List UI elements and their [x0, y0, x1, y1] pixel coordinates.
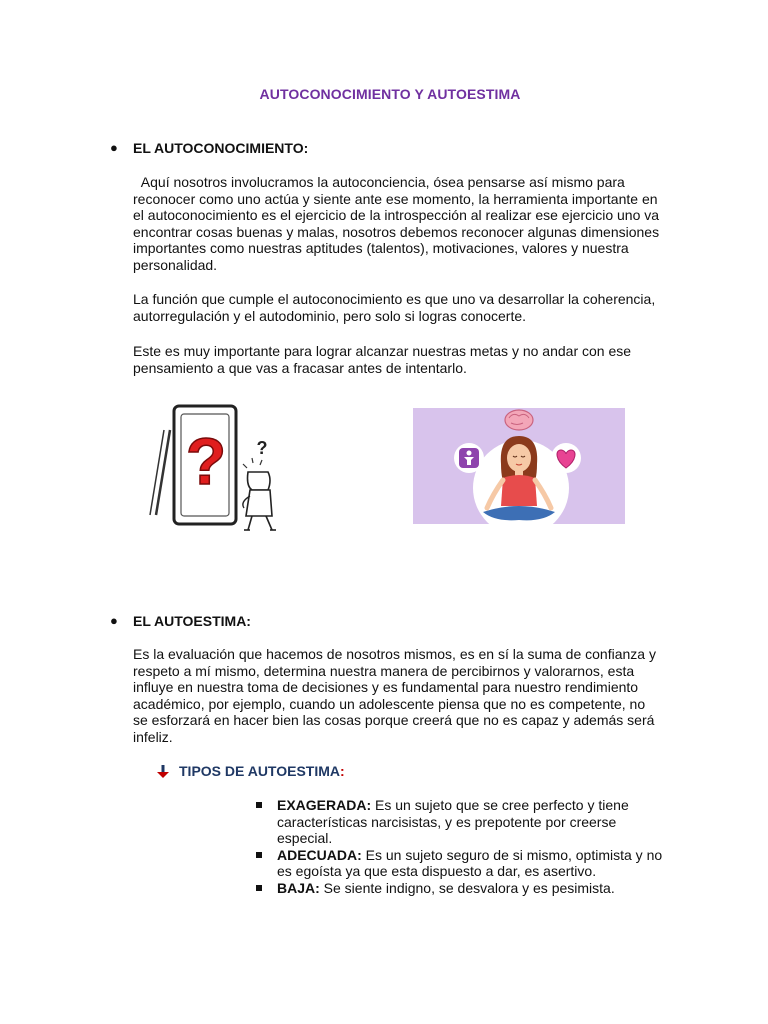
bullet-dot-icon: ● — [110, 613, 118, 628]
item-desc: Se siente indigno, se desvalora y es pesimista. — [319, 879, 615, 896]
document-title: AUTOCONOCIMIENTO Y AUTOESTIMA — [259, 86, 521, 102]
square-bullet-icon — [256, 885, 262, 891]
paragraph-autoconocimiento-1: Aquí nosotros involucramos la autoconciencia, ósea pensarse así mismo para reconocer como uno actúa y siente ante ese momento, la herramienta importante en el autoconocimiento es el ejercicio de la introspección al realizar ese ejercicio uno va encontrar cosas buenas y malas, nosotros debemos reconocer algunas dimensiones importantes como nuestras aptitudes (talentos), motivaciones, valores y nuestra personalidad. — [133, 174, 663, 273]
paragraph-autoestima: Es la evaluación que hacemos de nosotros mismos, es en sí la suma de confianza y respeto a mí mismo, determina nuestra manera de percibirnos y valorarnos, esta influye en nuestra toma de decisiones y es fundamental para nuestro rendimiento académico, por ejemplo, cuando un adolescente piensa que no es competente, no se esforzará en hacer bien las cosas porque creerá que no es capaz y además será infeliz. — [133, 646, 656, 745]
person-body — [246, 490, 272, 516]
mirror-stand — [156, 430, 170, 515]
heading-text: EL AUTOESTIMA: — [133, 613, 251, 629]
woman-face — [507, 444, 531, 472]
tipos-list — [254, 797, 674, 896]
list-item — [254, 880, 674, 897]
square-bullet-icon — [256, 802, 262, 808]
item-term: EXAGERADA: — [277, 797, 372, 813]
bullet-dot-icon: ● — [110, 140, 118, 155]
person-head — [248, 472, 271, 490]
square-bullet-icon — [256, 852, 262, 858]
heart-icon — [551, 443, 581, 473]
item-term: ADECUADA: — [277, 846, 362, 863]
item-term: BAJA: — [277, 879, 320, 896]
tipos-label: TIPOS DE AUTOESTIMA — [179, 763, 341, 779]
person-badge-icon — [454, 443, 484, 473]
paragraph-autoconocimiento-3: Este es muy importante para lograr alcanzar nuestras metas y no andar con ese pensamiento a que vas a fracasar antes de intentarlo. — [133, 343, 632, 376]
tipos-colon: : — [340, 763, 345, 779]
mirror-question-illustration — [136, 390, 304, 542]
item-desc: Es un sujeto seguro de si mismo, optimista y no es egoísta ya que esta dispuesto a dar, es asertivo. — [277, 846, 663, 879]
meditation-illustration — [413, 408, 625, 524]
red-question-mark: ? — [185, 424, 227, 498]
down-arrow-bullet-icon — [157, 765, 169, 779]
item-desc: Es un sujeto que se cree perfecto y tiene características narcisistas, y es prepotente por creerse especial. — [277, 797, 629, 846]
list-item — [254, 847, 674, 880]
list-item — [254, 797, 674, 847]
small-question-mark: ? — [256, 438, 268, 458]
woman-shirt — [501, 475, 537, 506]
heading-text: EL AUTOCONOCIMIENTO: — [133, 140, 309, 156]
paragraph-autoconocimiento-2: La función que cumple el autoconocimiento es que uno va desarrollar la coherencia, autorregulación y el autodominio, pero solo si logras conocerte. — [133, 291, 656, 324]
brain-icon — [505, 410, 533, 430]
